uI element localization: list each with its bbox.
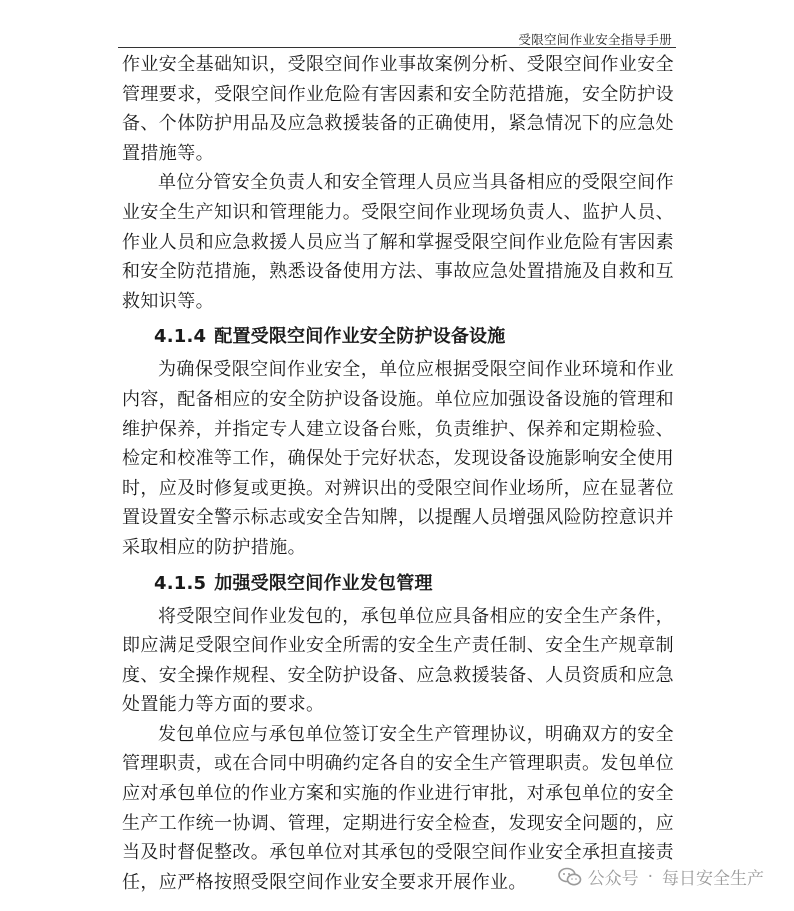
- watermark-platform: 公众号: [587, 869, 639, 889]
- section-title: 配置受限空间作业安全防护设备设施: [214, 326, 506, 348]
- section-heading-4-1-4: [154, 323, 674, 351]
- wechat-watermark: [558, 864, 764, 889]
- paragraph-5: 发包单位应与承包单位签订安全生产管理协议，明确双方的安全管理职责，或在合同中明确约定各自的安全生产管理职责。发包单位应对承包单位的作业方案和实施的作业进行审批，对承包单位的安全生产工作统一协调、管理，定期进行安全检查，发现安全问题的，应当及时督促整改。承包单位对其承包的受限空间作业安全承担直接责任，应严格按照受限空间作业安全要求开展作业。: [122, 723, 674, 893]
- paragraph-3: 为确保受限空间作业安全，单位应根据受限空间作业环境和作业内容，配备相应的安全防护设备设施。单位应加强设备设施的管理和维护保养，并指定专人建立设备台账，负责维护、保养和定期检验、检定和校准等工作，确保处于完好状态，发现设备设施影响安全使用时，应及时修复或更换。对辨识出的受限空间作业场所，应在显著位置设置安全警示标志或安全告知牌，以提醒人员增强风险防控意识并采取相应的防护措施。: [122, 359, 674, 558]
- paragraph-2: 单位分管安全负责人和安全管理人员应当具备相应的受限空间作业安全生产知识和管理能力。受限空间作业现场负责人、监护人员、作业人员和应急救援人员应当了解和掌握受限空间作业危险有害因素和安全防范措施，熟悉设备使用方法、事故应急处置措施及自救和互救知识等。: [122, 172, 674, 312]
- section-title: 加强受限空间作业发包管理: [214, 572, 433, 594]
- watermark-separator: ·: [647, 866, 653, 887]
- document-body: [122, 50, 674, 897]
- watermark-account: 每日安全生产: [662, 869, 764, 889]
- wechat-icon: [558, 867, 582, 887]
- section-heading-4-1-5: [154, 570, 674, 598]
- header-rule: [118, 47, 676, 48]
- paragraph-1: 作业安全基础知识，受限空间作业事故案例分析、受限空间作业安全管理要求，受限空间作业危险有害因素和安全防范措施，安全防护设备、个体防护用品及应急救援装备的正确使用，紧急情况下的应急处置措施等。: [122, 54, 674, 164]
- section-number: 4.1.4: [154, 326, 207, 348]
- paragraph-4: 将受限空间作业发包的，承包单位应具备相应的安全生产条件，即应满足受限空间作业安全所需的安全生产责任制、安全生产规章制度、安全操作规程、安全防护设备、应急救援装备、人员资质和应急处置能力等方面的要求。: [122, 605, 674, 716]
- section-number: 4.1.5: [154, 572, 207, 594]
- running-header: 受限空间作业安全指导手册: [518, 32, 672, 47]
